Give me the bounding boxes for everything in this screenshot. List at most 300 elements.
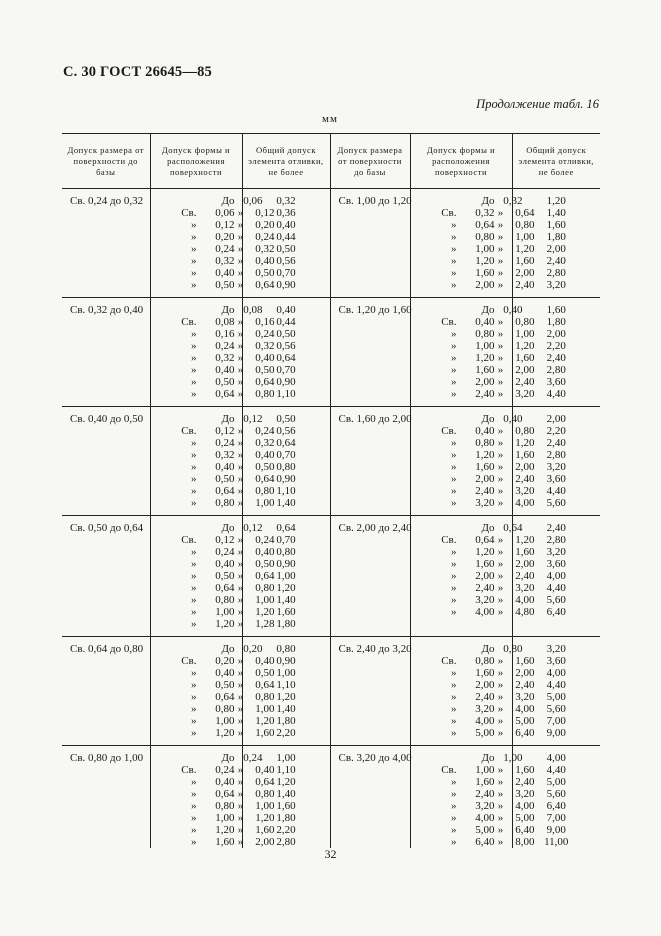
range-min: 0,64	[215, 582, 235, 594]
range-max: 1,20	[515, 340, 535, 352]
form-tolerance-line	[411, 364, 535, 376]
range-prefix: »	[451, 328, 457, 340]
range-max: 0,24	[255, 534, 275, 546]
range-prefix: »	[191, 570, 197, 582]
form-tolerance-line	[411, 691, 535, 703]
range-separator: »	[497, 231, 504, 243]
range-prefix: »	[191, 449, 197, 461]
range-separator: »	[497, 667, 504, 679]
form-tolerance-line	[151, 715, 275, 727]
total-tolerance-value: 1,10	[276, 679, 296, 691]
form-tolerance-cell	[150, 298, 275, 407]
range-prefix: »	[191, 340, 197, 352]
range-max: 1,28	[255, 618, 275, 630]
range-max: 5,00	[515, 715, 535, 727]
form-tolerance-cell	[150, 637, 275, 746]
range-max: 0,32	[255, 243, 275, 255]
range-separator: »	[237, 316, 244, 328]
form-tolerance-line	[411, 255, 535, 267]
form-tolerance-line	[411, 703, 535, 715]
range-prefix: »	[191, 328, 197, 340]
range-min: 0,24	[215, 764, 235, 776]
range-min: 1,20	[475, 546, 495, 558]
size-tolerance-range: Св. 0,24 до 0,32	[62, 189, 150, 298]
size-tolerance-range: Св. 0,80 до 1,00	[62, 746, 150, 849]
range-separator: »	[497, 582, 504, 594]
range-min: 2,00	[475, 473, 495, 485]
total-tolerance-value: 2,00	[546, 328, 566, 340]
range-max: 2,00	[515, 364, 535, 376]
range-max: 0,24	[255, 231, 275, 243]
range-separator: »	[237, 340, 244, 352]
range-min: 3,20	[475, 800, 495, 812]
range-prefix: »	[451, 715, 457, 727]
total-tolerance-value: 3,60	[546, 655, 566, 667]
range-min: 0,24	[215, 437, 235, 449]
range-prefix: »	[191, 703, 197, 715]
range-min: 0,24	[215, 546, 235, 558]
range-separator: »	[497, 255, 504, 267]
total-tolerance-value: 0,56	[276, 340, 296, 352]
range-prefix: »	[451, 594, 457, 606]
table-row-group	[62, 407, 600, 516]
total-tolerance-value: 0,44	[276, 231, 296, 243]
range-prefix: Св.	[181, 425, 197, 437]
table-header-row	[62, 134, 600, 189]
total-tolerance-value: 1,10	[276, 485, 296, 497]
range-separator: »	[237, 655, 244, 667]
range-separator: »	[497, 207, 504, 219]
tolerance-table	[62, 133, 600, 848]
range-separator: »	[497, 715, 504, 727]
total-tolerance-value: 1,60	[276, 800, 296, 812]
range-min: 3,20	[475, 594, 495, 606]
range-prefix: »	[191, 243, 197, 255]
range-separator: »	[237, 425, 244, 437]
form-tolerance-line	[151, 800, 275, 812]
form-tolerance-cell	[410, 516, 535, 637]
form-tolerance-line	[411, 231, 535, 243]
range-min: 0,40	[215, 267, 235, 279]
range-max: 1,60	[515, 449, 535, 461]
range-separator: »	[237, 679, 244, 691]
range-max: 0,24	[243, 752, 263, 764]
range-max: 1,20	[515, 243, 535, 255]
range-prefix: »	[451, 776, 457, 788]
range-separator: »	[497, 497, 504, 509]
range-max: 0,06	[243, 195, 263, 207]
total-tolerance-value: 1,40	[276, 497, 296, 509]
range-min: 0,80	[215, 594, 235, 606]
range-separator: »	[237, 582, 244, 594]
size-tolerance-range: Св. 2,00 до 2,40	[330, 516, 410, 637]
range-min: 0,12	[215, 425, 235, 437]
form-tolerance-line	[151, 764, 275, 776]
range-separator: »	[237, 836, 244, 848]
range-separator: »	[237, 764, 244, 776]
form-tolerance-line	[411, 570, 535, 582]
range-min: 1,00	[215, 715, 235, 727]
range-min: 1,60	[475, 267, 495, 279]
range-max: 1,60	[255, 824, 275, 836]
range-separator: »	[237, 776, 244, 788]
range-prefix: »	[451, 727, 457, 739]
form-tolerance-line	[411, 594, 535, 606]
range-separator: »	[497, 449, 504, 461]
range-min: 0,40	[215, 558, 235, 570]
page-number: 32	[324, 847, 337, 861]
total-tolerance-value: 2,40	[546, 352, 566, 364]
range-separator: »	[237, 594, 244, 606]
form-tolerance-line	[151, 703, 275, 715]
range-prefix: Св.	[441, 316, 457, 328]
range-separator: »	[497, 558, 504, 570]
range-min: 0,50	[215, 279, 235, 291]
range-max: 0,40	[255, 546, 275, 558]
range-prefix: До	[481, 752, 495, 764]
range-prefix: Св.	[181, 655, 197, 667]
range-prefix: »	[451, 364, 457, 376]
total-tolerance-value: 0,90	[276, 473, 296, 485]
range-separator: »	[237, 279, 244, 291]
range-min: 0,80	[215, 497, 235, 509]
range-max: 5,00	[515, 812, 535, 824]
form-tolerance-line	[411, 376, 535, 388]
range-min: 0,12	[215, 219, 235, 231]
range-separator: »	[497, 655, 504, 667]
range-max: 1,60	[255, 727, 275, 739]
range-max: 0,64	[255, 279, 275, 291]
range-separator: »	[497, 267, 504, 279]
range-min: 0,24	[215, 243, 235, 255]
form-tolerance-line	[411, 461, 535, 473]
total-tolerance-value: 1,80	[546, 316, 566, 328]
form-tolerance-line	[151, 534, 275, 546]
range-prefix: »	[191, 618, 197, 630]
range-separator: »	[497, 425, 504, 437]
range-max: 0,32	[503, 195, 523, 207]
range-min: 0,32	[475, 207, 495, 219]
form-tolerance-line	[151, 413, 263, 425]
total-tolerance-value: 1,20	[546, 195, 566, 207]
form-tolerance-line	[151, 243, 275, 255]
size-tolerance-range: Св. 2,40 до 3,20	[330, 637, 410, 746]
range-prefix: »	[191, 279, 197, 291]
range-max: 1,20	[255, 715, 275, 727]
form-tolerance-line	[411, 219, 535, 231]
size-tolerance-range: Св. 0,50 до 0,64	[62, 516, 150, 637]
range-separator: »	[497, 388, 504, 400]
range-prefix: Св.	[441, 425, 457, 437]
range-prefix: »	[191, 824, 197, 836]
form-tolerance-line	[411, 752, 523, 764]
range-max: 0,80	[255, 388, 275, 400]
range-separator: »	[237, 267, 244, 279]
total-tolerance-value: 0,80	[276, 643, 296, 655]
range-min: 0,40	[215, 667, 235, 679]
form-tolerance-line	[151, 255, 275, 267]
total-tolerance-value: 3,60	[546, 376, 566, 388]
range-max: 3,20	[515, 582, 535, 594]
total-tolerance-value: 9,00	[546, 727, 566, 739]
range-min: 0,50	[215, 679, 235, 691]
total-tolerance-value: 0,90	[276, 376, 296, 388]
range-separator: »	[497, 594, 504, 606]
range-max: 0,64	[503, 522, 523, 534]
range-prefix: »	[191, 267, 197, 279]
range-separator: »	[237, 715, 244, 727]
total-tolerance-value: 4,00	[546, 667, 566, 679]
range-prefix: »	[191, 606, 197, 618]
range-max: 1,60	[515, 546, 535, 558]
range-prefix: »	[191, 715, 197, 727]
form-tolerance-line	[151, 788, 275, 800]
range-min: 5,00	[475, 727, 495, 739]
range-prefix: »	[451, 485, 457, 497]
form-tolerance-line	[411, 715, 535, 727]
range-max: 1,60	[515, 352, 535, 364]
form-tolerance-line	[151, 231, 275, 243]
range-separator: »	[497, 437, 504, 449]
range-separator: »	[497, 824, 504, 836]
range-min: 0,32	[215, 352, 235, 364]
range-prefix: »	[451, 691, 457, 703]
range-max: 4,00	[515, 497, 535, 509]
form-tolerance-line	[151, 219, 275, 231]
range-separator: »	[237, 558, 244, 570]
range-min: 0,64	[215, 485, 235, 497]
range-prefix: »	[191, 812, 197, 824]
range-max: 0,50	[255, 364, 275, 376]
range-min: 2,40	[475, 788, 495, 800]
unit-label: мм	[322, 113, 338, 125]
range-prefix: »	[451, 352, 457, 364]
form-tolerance-line	[411, 764, 535, 776]
range-max: 2,40	[515, 376, 535, 388]
total-tolerance-value: 1,40	[276, 703, 296, 715]
range-max: 1,00	[255, 497, 275, 509]
range-prefix: »	[191, 255, 197, 267]
range-max: 4,00	[515, 703, 535, 715]
form-tolerance-line	[411, 655, 535, 667]
range-prefix: »	[451, 437, 457, 449]
range-separator: »	[497, 340, 504, 352]
range-prefix: »	[451, 255, 457, 267]
range-separator: »	[497, 316, 504, 328]
range-separator: »	[497, 473, 504, 485]
form-tolerance-line	[411, 800, 535, 812]
range-prefix: До	[481, 522, 495, 534]
range-max: 2,00	[515, 558, 535, 570]
table-row-group	[62, 298, 600, 407]
range-min: 0,80	[215, 800, 235, 812]
total-tolerance-value: 2,00	[546, 243, 566, 255]
range-min: 1,00	[475, 340, 495, 352]
range-max: 2,40	[515, 776, 535, 788]
range-separator: »	[497, 328, 504, 340]
range-min: 1,00	[475, 243, 495, 255]
range-min: 0,20	[215, 231, 235, 243]
form-tolerance-line	[151, 279, 275, 291]
form-tolerance-line	[151, 461, 275, 473]
range-max: 0,12	[243, 522, 263, 534]
range-min: 2,00	[475, 279, 495, 291]
range-separator: »	[237, 497, 244, 509]
range-min: 6,40	[475, 836, 495, 848]
total-tolerance-value: 2,80	[546, 267, 566, 279]
form-tolerance-line	[411, 207, 535, 219]
total-tolerance-value: 3,20	[546, 461, 566, 473]
range-prefix: »	[451, 667, 457, 679]
form-tolerance-cell	[150, 516, 275, 637]
form-tolerance-line	[151, 497, 275, 509]
total-tolerance-value: 2,20	[276, 727, 296, 739]
total-tolerance-value: 1,00	[276, 667, 296, 679]
range-prefix: Св.	[181, 534, 197, 546]
form-tolerance-line	[151, 727, 275, 739]
range-prefix: »	[451, 788, 457, 800]
range-min: 4,00	[475, 606, 495, 618]
form-tolerance-line	[411, 824, 535, 836]
total-tolerance-value: 4,00	[546, 752, 566, 764]
form-tolerance-line	[411, 279, 535, 291]
range-prefix: Св.	[181, 316, 197, 328]
form-tolerance-cell	[150, 746, 275, 849]
range-prefix: Св.	[181, 764, 197, 776]
range-separator: »	[237, 788, 244, 800]
range-prefix: »	[451, 219, 457, 231]
range-max: 0,12	[243, 413, 263, 425]
range-separator: »	[497, 485, 504, 497]
form-tolerance-line	[411, 243, 535, 255]
range-prefix: До	[221, 195, 235, 207]
range-max: 2,00	[255, 836, 275, 848]
range-max: 1,00	[255, 703, 275, 715]
range-prefix: »	[451, 449, 457, 461]
total-tolerance-value: 3,60	[546, 558, 566, 570]
form-tolerance-line	[411, 316, 535, 328]
range-min: 5,00	[475, 824, 495, 836]
range-min: 3,20	[475, 703, 495, 715]
range-separator: »	[497, 800, 504, 812]
total-tolerance-value: 5,60	[546, 703, 566, 715]
range-min: 1,60	[475, 461, 495, 473]
total-tolerance-value: 7,00	[546, 812, 566, 824]
range-max: 0,50	[255, 667, 275, 679]
range-prefix: »	[451, 267, 457, 279]
range-separator: »	[497, 788, 504, 800]
range-max: 0,80	[255, 691, 275, 703]
range-max: 0,80	[255, 582, 275, 594]
range-max: 1,60	[515, 655, 535, 667]
total-tolerance-value: 0,50	[276, 243, 296, 255]
form-tolerance-line	[151, 364, 275, 376]
total-tolerance-value: 2,20	[546, 340, 566, 352]
range-prefix: »	[191, 776, 197, 788]
table-row-group	[62, 746, 600, 849]
range-min: 0,40	[475, 425, 495, 437]
range-separator: »	[237, 606, 244, 618]
form-tolerance-line	[151, 594, 275, 606]
total-tolerance-value: 0,80	[276, 546, 296, 558]
range-min: 1,60	[475, 776, 495, 788]
range-separator: »	[497, 836, 504, 848]
form-tolerance-line	[411, 667, 535, 679]
form-tolerance-line	[411, 352, 535, 364]
total-tolerance-value: 0,44	[276, 316, 296, 328]
total-tolerance-value: 0,50	[276, 413, 296, 425]
form-tolerance-line	[151, 655, 275, 667]
range-min: 0,40	[215, 364, 235, 376]
range-separator: »	[237, 546, 244, 558]
range-prefix: До	[221, 304, 235, 316]
form-tolerance-line	[151, 316, 275, 328]
form-tolerance-line	[151, 376, 275, 388]
range-prefix: »	[451, 836, 457, 848]
range-prefix: »	[451, 824, 457, 836]
range-min: 0,40	[215, 461, 235, 473]
total-tolerance-value: 6,40	[546, 606, 566, 618]
form-tolerance-cell	[410, 637, 535, 746]
range-separator: »	[237, 364, 244, 376]
table-row-group	[62, 189, 600, 298]
total-tolerance-value: 3,20	[546, 546, 566, 558]
range-max: 0,80	[255, 485, 275, 497]
total-tolerance-value: 4,40	[546, 582, 566, 594]
range-separator: »	[497, 727, 504, 739]
header-total-tolerance: Общий допуск элемента отливки, не более	[242, 134, 330, 189]
range-prefix: »	[451, 812, 457, 824]
range-separator: »	[237, 824, 244, 836]
size-tolerance-range: Св. 3,20 до 4,00	[330, 746, 410, 849]
range-max: 6,40	[515, 727, 535, 739]
range-prefix: »	[191, 594, 197, 606]
form-tolerance-line	[411, 340, 535, 352]
range-min: 2,00	[475, 679, 495, 691]
range-min: 0,06	[215, 207, 235, 219]
range-prefix: »	[191, 497, 197, 509]
range-max: 0,24	[255, 425, 275, 437]
range-max: 3,20	[515, 485, 535, 497]
range-separator: »	[497, 812, 504, 824]
range-prefix: »	[191, 727, 197, 739]
form-tolerance-line	[151, 425, 275, 437]
range-min: 0,08	[215, 316, 235, 328]
range-separator: »	[497, 679, 504, 691]
form-tolerance-cell	[410, 298, 535, 407]
header-total-tolerance: Общий допуск элемента отливки, не более	[512, 134, 600, 189]
range-separator: »	[237, 618, 244, 630]
range-separator: »	[497, 461, 504, 473]
total-tolerance-value: 0,36	[276, 207, 296, 219]
range-separator: »	[237, 207, 244, 219]
total-tolerance-value: 2,80	[546, 534, 566, 546]
range-separator: »	[497, 376, 504, 388]
form-tolerance-line	[411, 606, 535, 618]
range-prefix: »	[451, 279, 457, 291]
range-separator: »	[237, 812, 244, 824]
range-max: 0,40	[255, 449, 275, 461]
range-max: 2,40	[515, 473, 535, 485]
header-size-tolerance: Допуск размера от поверхности до базы	[62, 134, 150, 189]
range-max: 0,80	[503, 643, 523, 655]
range-prefix: »	[191, 582, 197, 594]
range-max: 6,40	[515, 824, 535, 836]
range-max: 4,80	[515, 606, 535, 618]
range-separator: »	[497, 352, 504, 364]
form-tolerance-line	[411, 437, 535, 449]
range-separator: »	[237, 376, 244, 388]
